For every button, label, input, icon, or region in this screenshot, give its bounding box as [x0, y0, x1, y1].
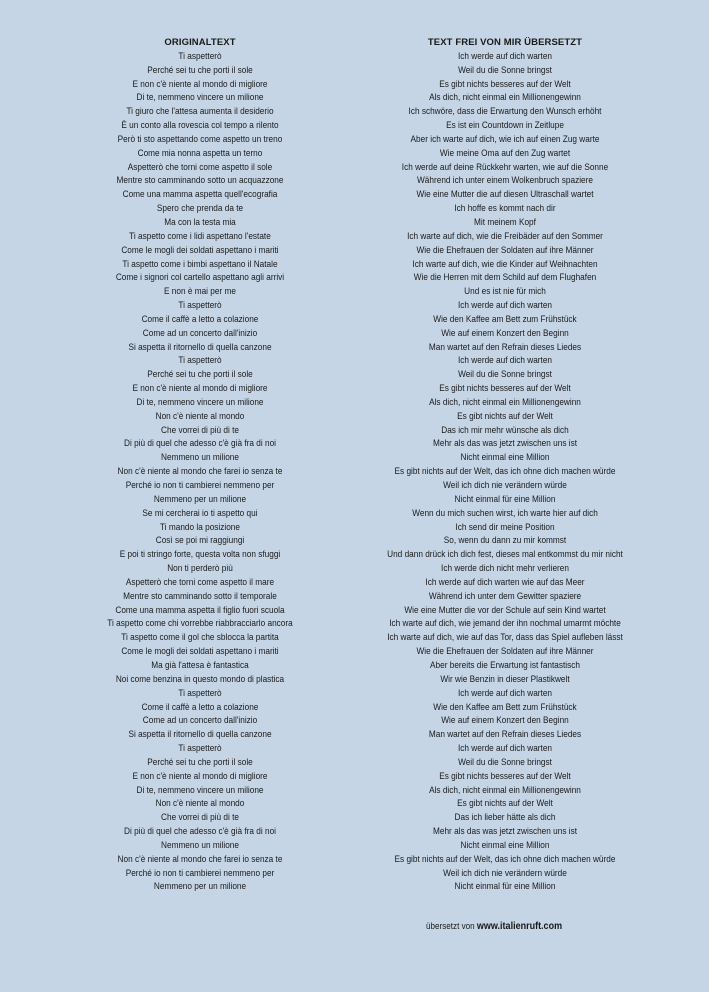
lyric-line: Ti aspetterò: [178, 355, 222, 367]
lyric-line: Non c'è niente al mondo: [155, 410, 245, 422]
lyric-line: Come le mogli dei soldati aspettano i mariti: [121, 646, 279, 658]
lyric-line: Ich werde auf dich warten: [457, 743, 553, 755]
lyric-line: Weil du die Sonne bringst: [458, 369, 552, 381]
lyric-line: Als dich, nicht einmal ein Millionengewinn: [429, 396, 581, 408]
lyric-line: Che vorrei di più di te: [161, 812, 239, 824]
lyric-line: Wie eine Mutter die vor der Schule auf sein Kind wartet: [404, 604, 606, 616]
lyric-line: Mit meinem Kopf: [474, 216, 536, 228]
lyric-line: Und es ist nie für mich: [464, 286, 546, 298]
lyric-line: Ich schwöre, dass die Erwartung den Wunsch erhöht: [408, 106, 602, 118]
lyric-line: Ich warte auf dich, wie die Freibäder auf den Sommer: [407, 230, 603, 242]
lyric-line: Come ad un concerto dall'inizio: [142, 327, 258, 339]
lyric-line: Nemmeno per un milione: [153, 881, 247, 893]
lyric-line: Weil ich dich nie verändern würde: [443, 867, 567, 879]
lyric-line: Man wartet auf den Refrain dieses Liedes: [428, 729, 582, 741]
lyric-line: Man wartet auf den Refrain dieses Liedes: [428, 341, 582, 353]
lyric-line: Di te, nemmeno vincere un milione: [136, 92, 264, 104]
lyric-line: Wir wie Benzin in dieser Plastikwelt: [440, 673, 570, 685]
lyric-line: Ich send dir meine Position: [455, 521, 555, 533]
lyric-line: Se mi cercherai io ti aspetto qui: [142, 507, 258, 519]
lyric-line: Nemmeno un milione: [161, 452, 239, 464]
lyric-line: Come i signori col cartello aspettano agli arrivi: [115, 272, 285, 284]
lyric-line: Es gibt nichts besseres auf der Welt: [439, 770, 571, 782]
lyric-line: Però ti sto aspettando come aspetto un treno: [117, 133, 283, 145]
lyric-line: Wie meine Oma auf den Zug wartet: [439, 147, 571, 159]
lyric-line: Ich warte auf dich, wie auf das Tor, dass das Spiel aufleben lässt: [387, 632, 623, 644]
lyric-line: Nicht einmal für eine Million: [454, 493, 556, 505]
lyric-line: Ich werde auf dich warten: [457, 687, 553, 699]
lyric-line: Aspetterò che torni come aspetto il sole: [127, 161, 273, 173]
lyric-line: Perché sei tu che porti il sole: [147, 64, 253, 76]
lyric-line: Wie den Kaffee am Bett zum Frühstück: [433, 313, 577, 325]
lyric-line: E non c'è niente al mondo di migliore: [132, 770, 268, 782]
lyric-line: Das ich mir mehr wünsche als dich: [441, 424, 569, 436]
lyric-line: Nicht einmal eine Million: [460, 452, 550, 464]
lyric-line: Nicht einmal für eine Million: [454, 881, 556, 893]
lyric-line: Mehr als das was jetzt zwischen uns ist: [433, 438, 577, 450]
lyric-line: Come il caffè a letto a colazione: [141, 313, 259, 325]
lyric-line: E non c'è niente al mondo di migliore: [132, 383, 268, 395]
translation-column: [365, 36, 645, 894]
lyric-line: Ti giuro che l'attesa aumenta il desiderio: [126, 106, 274, 118]
lyric-line: Perché io non ti cambierei nemmeno per: [125, 867, 275, 879]
lyric-line: Nemmeno per un milione: [153, 493, 247, 505]
lyric-line: Nemmeno un milione: [161, 839, 239, 851]
lyric-line: Di più di quel che adesso c'è già fra di noi: [123, 826, 277, 838]
lyric-line: Weil ich dich nie verändern würde: [443, 480, 567, 491]
lyric-line: Weil du die Sonne bringst: [458, 64, 552, 76]
translation-lines: [365, 50, 645, 894]
lyric-line: Das ich lieber hätte als dich: [454, 812, 556, 824]
lyric-line: Come mia nonna aspetta un terno: [137, 147, 263, 159]
lyric-line: Wie die Ehefrauen der Soldaten auf ihre Männer: [416, 244, 594, 256]
lyric-line: Ich warte auf dich, wie jemand der ihn nochmal umarmt möchte: [389, 618, 621, 630]
lyric-line: Noi come benzina in questo mondo di plastica: [115, 673, 285, 685]
translation-credit: [426, 921, 633, 932]
lyric-line: Mentre sto camminando sotto un acquazzone: [116, 175, 284, 187]
lyric-line: Es gibt nichts auf der Welt, das ich ohne dich machen würde: [394, 853, 616, 865]
lyric-line: Aspetterò che torni come aspetto il mare: [125, 576, 275, 588]
lyric-line: Ich werde auf dich warten: [457, 50, 553, 62]
lyric-line: È un conto alla rovescia col tempo a rilento: [121, 120, 279, 132]
lyric-line: Ti aspetterò: [178, 50, 222, 62]
lyric-line: Ich werde auf dich warten: [457, 355, 553, 367]
lyric-line: Come il caffè a letto a colazione: [141, 701, 259, 713]
lyric-line: Und dann drück ich dich fest, dieses mal entkommst du mir nicht: [387, 549, 623, 561]
lyric-line: Wie die Ehefrauen der Soldaten auf ihre Männer: [416, 646, 594, 658]
lyric-line: Es ist ein Countdown in Zeitlupe: [446, 120, 564, 132]
lyric-line: Ti aspetto come il gol che sblocca la partita: [121, 632, 279, 644]
lyric-line: Ich hoffe es kommt nach dir: [454, 203, 556, 215]
translation-header: TEXT FREI VON MIR ÜBERSETZT: [427, 37, 583, 48]
lyric-line: Non c'è niente al mondo che farei io senza te: [117, 853, 283, 865]
lyric-line: Es gibt nichts auf der Welt: [457, 410, 553, 422]
lyric-line: Ich werde auf deine Rückkehr warten, wie auf die Sonne: [401, 161, 609, 173]
lyric-line: Di te, nemmeno vincere un milione: [136, 784, 264, 796]
lyric-line: Wenn du mich suchen wirst, ich warte hier auf dich: [412, 507, 598, 519]
lyric-line: Es gibt nichts besseres auf der Welt: [439, 383, 571, 395]
lyric-line: Che vorrei di più di te: [161, 424, 239, 436]
lyric-line: Ti aspetto come i bimbi aspettano il Natale: [122, 258, 278, 270]
credit-prefix: übersetzt von: [426, 921, 475, 931]
lyric-line: Es gibt nichts auf der Welt: [457, 798, 553, 810]
lyric-line: E non è mai per me: [163, 286, 236, 298]
lyric-line: Wie auf einem Konzert den Beginn: [441, 327, 569, 339]
lyric-line: Wie den Kaffee am Bett zum Frühstück: [433, 701, 577, 713]
lyric-line: Di più di quel che adesso c'è già fra di noi: [123, 438, 277, 450]
lyric-line: Weil du die Sonne bringst: [458, 756, 552, 768]
lyric-line: Aber bereits die Erwartung ist fantastisch: [430, 659, 580, 671]
lyric-line: Si aspetta il ritornello di quella canzone: [128, 729, 272, 741]
lyric-line: Ti aspetto come chi vorrebbe riabbracciarlo ancora: [107, 618, 293, 630]
lyric-line: Si aspetta il ritornello di quella canzone: [128, 341, 272, 353]
lyric-line: E poi ti stringo forte, questa volta non sfuggi: [119, 549, 281, 561]
lyric-line: Während ich unter einem Wolkenbruch spaziere: [417, 175, 593, 187]
lyric-line: Perché sei tu che porti il sole: [147, 756, 253, 768]
lyric-line: Ich werde auf dich warten: [457, 300, 553, 312]
lyric-line: Non c'è niente al mondo che farei io senza te: [117, 466, 283, 478]
lyric-line: Non c'è niente al mondo: [155, 798, 245, 810]
lyric-line: Es gibt nichts auf der Welt, das ich ohne dich machen würde: [394, 466, 616, 478]
lyric-line: Ich warte auf dich, wie die Kinder auf Weihnachten: [412, 258, 598, 270]
lyric-line: Ich werde dich nicht mehr verlieren: [441, 563, 569, 575]
lyric-line: E non c'è niente al mondo di migliore: [132, 78, 268, 90]
lyric-line: Ma già l'attesa è fantastica: [151, 659, 249, 671]
lyric-line: Aber ich warte auf dich, wie ich auf einen Zug warte: [410, 133, 600, 145]
credit-site: www.italienruft.com: [476, 921, 563, 932]
lyric-line: Ich werde auf dich warten wie auf das Meer: [425, 576, 585, 588]
lyric-line: Come ad un concerto dall'inizio: [142, 715, 258, 727]
lyric-line: Wie auf einem Konzert den Beginn: [441, 715, 569, 727]
lyric-line: Nicht einmal eine Million: [460, 839, 550, 851]
lyric-line: Wie die Herren mit dem Schild auf dem Flughafen: [413, 272, 597, 284]
lyric-line: Come una mamma aspetta quell'ecografia: [122, 189, 278, 201]
lyric-line: Così se poi mi raggiungi: [155, 535, 245, 547]
lyric-line: Ti aspetterò: [178, 687, 222, 699]
lyric-line: Wie eine Mutter die auf diesen Ultraschall wartet: [416, 189, 594, 201]
lyric-line: So, wenn du dann zu mir kommst: [443, 535, 567, 547]
lyric-line: Perché sei tu che porti il sole: [147, 369, 253, 381]
lyric-line: Ti aspetto come i lidi aspettano l'estate: [129, 230, 271, 242]
lyric-line: Ma con la testa mia: [164, 216, 236, 228]
lyric-line: Spero che prenda da te: [156, 203, 244, 215]
lyric-line: Non ti perderò più: [167, 563, 233, 575]
original-text-header: ORIGINALTEXT: [164, 37, 236, 48]
lyric-line: Ti mando la posizione: [160, 521, 240, 533]
original-lines: [75, 50, 325, 894]
lyric-line: Als dich, nicht einmal ein Millionengewinn: [429, 92, 581, 104]
lyric-line: Als dich, nicht einmal ein Millionengewinn: [429, 784, 581, 796]
lyric-line: Ti aspetterò: [178, 743, 222, 755]
lyric-line: Di te, nemmeno vincere un milione: [136, 396, 264, 408]
original-text-column: [75, 36, 325, 894]
lyric-line: Come le mogli dei soldati aspettano i mariti: [121, 244, 279, 256]
lyric-line: Come una mamma aspetta il figlio fuori scuola: [115, 604, 285, 616]
lyric-line: Ti aspetterò: [178, 300, 222, 312]
lyric-line: Es gibt nichts besseres auf der Welt: [439, 78, 571, 90]
lyric-line: Während ich unter dem Gewitter spaziere: [428, 590, 582, 602]
lyric-line: Mentre sto camminando sotto il temporale: [123, 590, 277, 602]
lyric-line: Mehr als das was jetzt zwischen uns ist: [433, 826, 577, 838]
lyric-line: Perché io non ti cambierei nemmeno per: [125, 480, 275, 491]
